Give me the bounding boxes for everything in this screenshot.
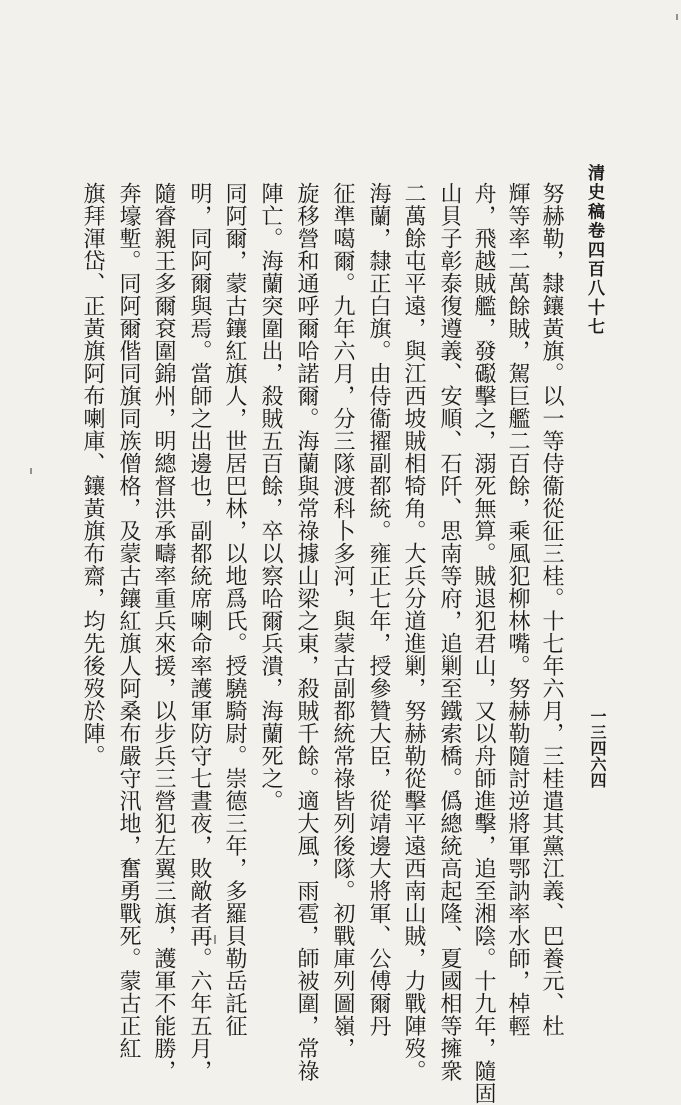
text-line-8: 旋移營和通呼爾哈諾爾。海蘭與常祿據山梁之東，殺賊千餘。適大風，雨雹，師被圍，常祿: [294, 182, 319, 1082]
text-line-5: 二萬餘屯平遠，與江西坡賊相犄角。大兵分道進剿，努赫勒從擊平遠西南山賊，力戰陣歿。: [401, 182, 426, 1082]
text-line-2: 輝等率二萬餘賊，駕巨艦二百餘，乘風犯柳林嘴。努赫勒隨討逆將軍鄂訥率水師，棹輕: [505, 182, 530, 1037]
book-title-header: 清史稿卷四百八十七: [584, 164, 604, 337]
page-number: 一三四六四: [588, 708, 607, 788]
text-line-6: 海蘭，隸正白旗。由侍衞擢副都統。雍正七年，授參贊大臣，從靖邊大將軍、公傅爾丹: [366, 182, 391, 1037]
text-line-7: 征準噶爾。九年六月，分三隊渡科卜多河，與蒙古副都統常祿皆列後隊。初戰庫列圖嶺，: [330, 182, 355, 1060]
scan-speck: [214, 935, 216, 944]
text-line-9: 陣亡。海蘭突圍出，殺賊五百餘，卒以察哈爾兵潰，海蘭死之。: [258, 182, 283, 812]
text-line-1: 努赫勒，隸鑲黃旗。以一等侍衞從征三桂。十七年六月，三桂遣其黨江義、巴養元、杜: [539, 182, 564, 1037]
text-line-10: 同阿爾，蒙古鑲紅旗人，世居巴林，以地爲氏。授驍騎尉。崇德三年，多羅貝勒岳託征: [222, 182, 247, 1037]
text-line-13: 奔壕塹。同阿爾偕同旗同族僧格，及蒙古鑲紅旗人阿桑布嚴守汛地，奮勇戰死。蒙古正紅: [116, 182, 141, 1060]
text-line-11: 明，同阿爾與焉。當師之出邊也，副都統席喇命率護軍防守七晝夜，敗敵者再。六年五月，: [187, 182, 212, 1082]
text-line-4: 山貝子彰泰復遵義、安順、石阡、思南等府，追剿至鐵索橋。僞總統高起隆、夏國相等擁衆: [437, 182, 462, 1082]
text-line-14: 旗拜渾岱、正黃旗阿布喇庫、鑲黃旗布齋，均先後歿於陣。: [80, 182, 105, 767]
text-line-12: 隨睿親王多爾袞圍錦州，明總督洪承疇率重兵來援，以步兵三營犯左翼三旗，護軍不能勝，: [151, 182, 176, 1082]
text-line-3: 舟，飛越賊艦，發礟擊之，溺死無算。賊退犯君山，又以舟師進擊，追至湘陰。十九年，隨固: [471, 182, 496, 1105]
scan-speck: [676, 14, 678, 20]
scan-speck: [30, 468, 32, 474]
